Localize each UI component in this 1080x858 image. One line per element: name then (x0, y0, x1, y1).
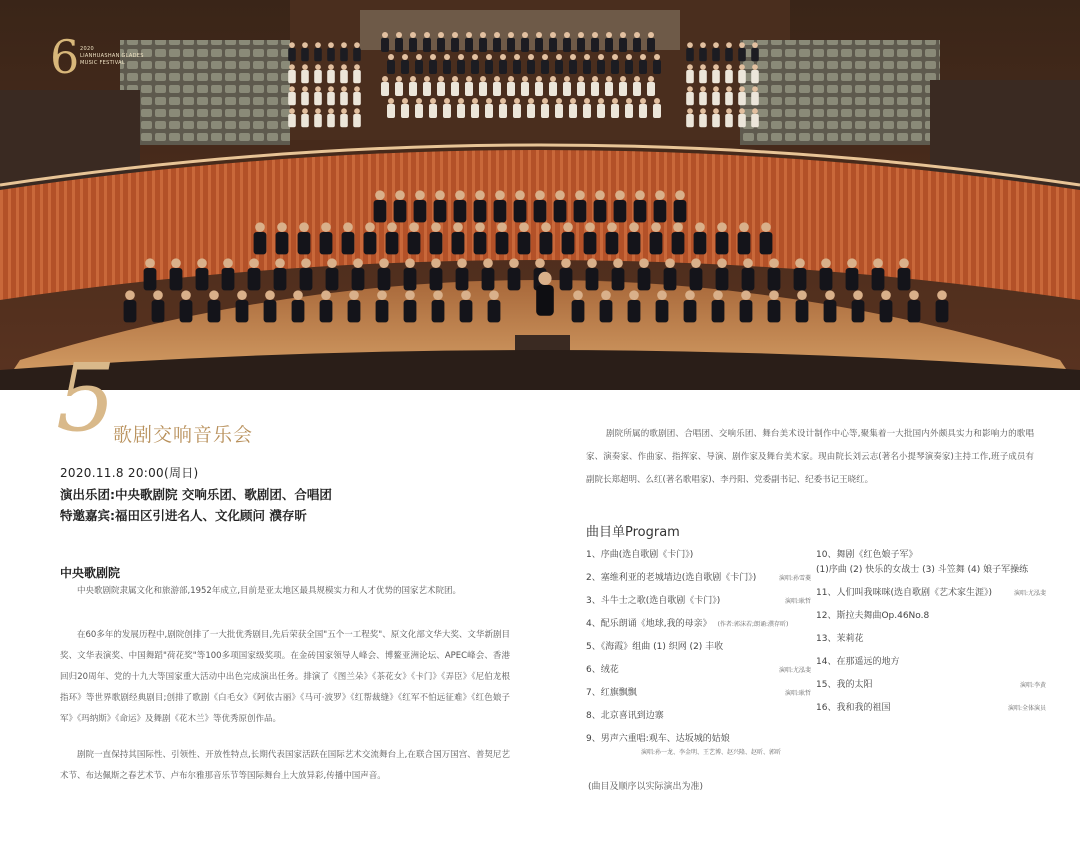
orchestra-musician (534, 190, 547, 222)
orchestra-musician (690, 258, 703, 290)
concert-title: 歌剧交响音乐会 (113, 424, 254, 446)
choir-singer (301, 108, 309, 127)
orchestra-musician (300, 258, 313, 290)
orchestra-musician (560, 258, 573, 290)
orchestra-musician (768, 258, 781, 290)
festival-logo-text (80, 46, 170, 67)
choir-singer (577, 32, 585, 52)
program-item-title: 10、舞剧《红色娘子军》 (816, 550, 918, 560)
program-item-performer: 演唱:孙雪菱 (778, 575, 811, 582)
choir-singer (686, 108, 694, 127)
orchestra-musician (404, 290, 417, 322)
orchestra-musician (124, 290, 137, 322)
orchestra-musician (434, 190, 447, 222)
choir-singer (555, 98, 563, 118)
choir-singer (725, 108, 733, 127)
choir-singer (653, 98, 661, 118)
orchestra-musician (292, 290, 305, 322)
program-item (586, 682, 811, 705)
orchestra-musician (452, 222, 465, 254)
orchestra-musician (320, 222, 333, 254)
orchestra-musician (554, 190, 567, 222)
orchestra-musician (496, 222, 509, 254)
orchestra-musician (404, 258, 417, 290)
program-item-title: 4、配乐朗诵《地球,我的母亲》 (586, 619, 712, 629)
choir-singer (493, 76, 501, 96)
choir-singer (485, 54, 493, 74)
orchestra-musician (738, 222, 751, 254)
orchestra-musician (794, 258, 807, 290)
choir-singer (699, 64, 707, 83)
choir-singer (381, 32, 389, 52)
choir-singer (725, 64, 733, 83)
choir-singer (569, 98, 577, 118)
orchestra-musician (664, 258, 677, 290)
choir-singer (340, 64, 348, 83)
orchestra-musician (514, 190, 527, 222)
choir-singer (712, 42, 720, 61)
orchestra-musician (628, 290, 641, 322)
orchestra-musician (456, 258, 469, 290)
choir-singer (288, 86, 296, 105)
choir-singer (563, 32, 571, 52)
orchestra-musician (236, 290, 249, 322)
program-item-title: 11、人们叫我咪咪(选自歌剧《艺术家生涯》) (816, 588, 992, 598)
choir-singer (499, 98, 507, 118)
choir-singer (605, 32, 613, 52)
choir-singer (471, 54, 479, 74)
concert-date: 2020.11.8 20:00(周日) (60, 466, 199, 480)
orchestra-musician (474, 190, 487, 222)
orchestra-musician (254, 222, 267, 254)
orchestra-musician (908, 290, 921, 322)
orchestra-musician (672, 222, 685, 254)
choir-singer (415, 54, 423, 74)
orchestra-musician (898, 258, 911, 290)
choir-singer (423, 76, 431, 96)
choir-singer (577, 76, 585, 96)
program-item-sub: 演唱:孙一龙、李金明、王艺博、赵兴隆、赵昕、郭昕 (641, 749, 782, 756)
program-item (816, 651, 1046, 674)
program-item (816, 582, 1046, 605)
program-item-title: 3、斗牛士之歌(选自歌剧《卡门》) (586, 596, 721, 606)
choir-singer (521, 32, 529, 52)
choir-singer (387, 54, 395, 74)
choir-singer (353, 86, 361, 105)
orchestra-musician (152, 290, 165, 322)
orchestra-musician (248, 258, 261, 290)
program-item-performer: 演唱:李黄 (1019, 682, 1046, 689)
choir-singer (619, 76, 627, 96)
orchestra-musician (208, 290, 221, 322)
festival-logo-number: 6 (50, 30, 80, 84)
concert-guest: 特邀嘉宾:福田区引进名人、文化顾问 濮存昕 (60, 508, 307, 523)
choir-singer (437, 32, 445, 52)
choir-singer (686, 42, 694, 61)
orchestra-musician (414, 190, 427, 222)
orchestra-musician (768, 290, 781, 322)
choir-singer (429, 54, 437, 74)
festival-logo (50, 30, 170, 86)
choir-singer (647, 32, 655, 52)
orchestra-musician (594, 190, 607, 222)
program-list-right (816, 544, 1046, 720)
orchestra-musician (694, 222, 707, 254)
orchestra-musician (430, 258, 443, 290)
choir-singer (301, 86, 309, 105)
orchestra-musician (378, 258, 391, 290)
program-item-performer: 演唱:尤泓斐 (778, 667, 811, 674)
orchestra-musician (540, 222, 553, 254)
choir-singer (301, 64, 309, 83)
choir-singer (639, 98, 647, 118)
orchestra-musician (454, 190, 467, 222)
choir-singer (591, 76, 599, 96)
choir-singer (314, 64, 322, 83)
choir-singer (535, 76, 543, 96)
choir-singer (479, 32, 487, 52)
choir-singer (686, 86, 694, 105)
choir-singer (751, 64, 759, 83)
orchestra-musician (674, 190, 687, 222)
choir-singer (583, 54, 591, 74)
program-item (816, 544, 1046, 582)
orchestra-musician (562, 222, 575, 254)
concert-number: 5 (56, 344, 116, 453)
orchestra-musician (494, 190, 507, 222)
choir-singer (738, 42, 746, 61)
choir-singer (288, 108, 296, 127)
conductor (536, 272, 554, 316)
choir-singer (288, 42, 296, 61)
orchestra-musician (586, 258, 599, 290)
orchestra-musician (606, 222, 619, 254)
orchestra-musician (374, 190, 387, 222)
choir-singer (327, 64, 335, 83)
orchestra-musician (684, 290, 697, 322)
program-item-performer: 演唱:耿哲 (784, 598, 811, 605)
choir-singer (493, 32, 501, 52)
choir-singer (327, 108, 335, 127)
program-item-title: 12、斯拉夫舞曲Op.46No.8 (816, 611, 930, 621)
choir-singer (725, 86, 733, 105)
choir-singer (301, 42, 309, 61)
about-paragraph-3: 剧院一直保持其国际性、引领性、开放性特点,长期代表国家活跃在国际艺术交流舞台上,在联合国万国宫、普契尼艺术节、布达佩斯之春艺术节、卢布尔雅那音乐节等国际舞台上大放异彩,传播中国声音。 (60, 750, 510, 781)
program-item (586, 705, 811, 728)
choir-singer (451, 32, 459, 52)
orchestra-musician (508, 258, 521, 290)
about-intro: 剧院所属的歌剧团、合唱团、交响乐团、舞台美术设计制作中心等,聚集着一大批国内外颇具实力和影响力的歌唱家、演奏家、作曲家、指挥家、导演、剧作家及舞台美术家。现由院长刘云志(著名小提琴演奏家)主持工作,班子成员有副院长郑超明、么红(著名歌唱家)、李丹阳、党委副书记、纪委书记王晓红。 (586, 429, 1034, 485)
orchestra-musician (760, 222, 773, 254)
orchestra-musician (222, 258, 235, 290)
orchestra-musician (638, 258, 651, 290)
orchestra-musician (320, 290, 333, 322)
choir-singer (549, 76, 557, 96)
choir-singer (583, 98, 591, 118)
choir-singer (535, 32, 543, 52)
program-footnote: (曲目及顺序以实际演出为准) (588, 782, 704, 792)
choir-singer (381, 76, 389, 96)
program-item-title: 6、绒花 (586, 665, 619, 675)
choir-singer (625, 54, 633, 74)
orchestra-musician (460, 290, 473, 322)
orchestra-musician (276, 222, 289, 254)
choir-singer (699, 86, 707, 105)
choir-singer (409, 76, 417, 96)
orchestra-musician (180, 290, 193, 322)
program-item (586, 659, 811, 682)
program-item-performer: 演唱:全体演员 (1007, 705, 1046, 712)
choir-singer (507, 76, 515, 96)
orchestra-musician (342, 222, 355, 254)
choir-singer (527, 98, 535, 118)
orchestra-musician (716, 258, 729, 290)
program-list-left (586, 544, 811, 762)
program-item-title: 5、《海霞》组曲 (1) 织网 (2) 丰收 (586, 642, 724, 652)
program-heading: 曲目单Program (586, 525, 680, 540)
program-item (586, 567, 811, 590)
choir-singer (353, 64, 361, 83)
choir-singer (725, 42, 733, 61)
choir-singer (712, 86, 720, 105)
program-item (586, 613, 811, 636)
orchestra-musician (740, 290, 753, 322)
orchestra-musician (572, 290, 585, 322)
orchestra-musician (326, 258, 339, 290)
orchestra-musician (654, 190, 667, 222)
choir-singer (738, 108, 746, 127)
orchestra-musician (394, 190, 407, 222)
choir-singer (569, 54, 577, 74)
choir-singer (738, 86, 746, 105)
festival-logo-year: 2020 (80, 46, 94, 52)
festival-logo-name: LIANHUASHAN GLADES (80, 53, 144, 59)
choir-singer (527, 54, 535, 74)
program-item-title: 16、我和我的祖国 (816, 703, 891, 713)
orchestra-musician (348, 290, 361, 322)
orchestra-musician (614, 190, 627, 222)
choir-singer (314, 86, 322, 105)
orchestra-musician (742, 258, 755, 290)
orchestra-musician (298, 222, 311, 254)
orchestra-musician (628, 222, 641, 254)
concert-hall-photo (0, 0, 1080, 390)
choir-singer (353, 108, 361, 127)
program-item-title: 2、塞维利亚的老城墙边(选自歌剧《卡门》) (586, 573, 757, 583)
orchestra-musician (376, 290, 389, 322)
concert-info (60, 463, 560, 526)
orchestra-musician (474, 222, 487, 254)
program-item-title: 9、男声六重唱:观车、达坂城的姑娘 (586, 734, 730, 744)
orchestra-musician (518, 222, 531, 254)
choir-singer (423, 32, 431, 52)
choir-singer (401, 54, 409, 74)
about-paragraph-1: 中央歌剧院隶属文化和旅游部,1952年成立,目前是亚太地区最具规模实力和人才优势的国家艺术院团。 (77, 586, 462, 596)
about-heading: 中央歌剧院 (60, 566, 121, 580)
choir-singer (541, 54, 549, 74)
orchestra-musician (196, 258, 209, 290)
orchestra-musician (656, 290, 669, 322)
orchestra-musician (796, 290, 809, 322)
choir-singer (751, 42, 759, 61)
choir-singer (751, 108, 759, 127)
orchestra-musician (936, 290, 949, 322)
choir-singer (415, 98, 423, 118)
choir-singer (605, 76, 613, 96)
choir-singer (437, 76, 445, 96)
program-item-note: (作者:郭沫若;朗诵:濮存昕) (717, 621, 789, 628)
choir-singer (633, 76, 641, 96)
orchestra-musician (650, 222, 663, 254)
program-item-performer: 演唱:耿哲 (784, 690, 811, 697)
choir-singer (314, 108, 322, 127)
choir-singer (340, 108, 348, 127)
choir-singer (513, 98, 521, 118)
choir-singer (521, 76, 529, 96)
program-item-title: 8、北京喜讯到边寨 (586, 711, 664, 721)
program-item-sub: (1)序曲 (2) 快乐的女战士 (3) 斗笠舞 (4) 娘子军操练 (816, 565, 1029, 575)
choir-singer (387, 98, 395, 118)
orchestra-musician (600, 290, 613, 322)
choir-singer (549, 32, 557, 52)
choir-singer (619, 32, 627, 52)
orchestra-musician (712, 290, 725, 322)
program-item (586, 636, 811, 659)
program-item (816, 628, 1046, 651)
orchestra-musician (612, 258, 625, 290)
choir-singer (314, 42, 322, 61)
festival-logo-sub: MUSIC FESTIVAL (80, 60, 125, 66)
choir-singer (443, 54, 451, 74)
orchestra-musician (634, 190, 647, 222)
choir-singer (288, 64, 296, 83)
choir-singer (555, 54, 563, 74)
choir-singer (353, 42, 361, 61)
choir-singer (507, 32, 515, 52)
choir-singer (653, 54, 661, 74)
orchestra-musician (264, 290, 277, 322)
choir-singer (639, 54, 647, 74)
orchestra-musician (274, 258, 287, 290)
choir-singer (395, 76, 403, 96)
program-item-title: 13、茉莉花 (816, 634, 864, 644)
orchestra-musician (364, 222, 377, 254)
program-item (816, 605, 1046, 628)
program-item (816, 674, 1046, 697)
choir-singer (471, 98, 479, 118)
choir-singer (633, 32, 641, 52)
choir-singer (563, 76, 571, 96)
choir-singer (699, 42, 707, 61)
orchestra-musician (488, 290, 501, 322)
orchestra-musician (824, 290, 837, 322)
choir-singer (465, 32, 473, 52)
orchestra-musician (386, 222, 399, 254)
choir-singer (485, 98, 493, 118)
program-item-title: 15、我的太阳 (816, 680, 873, 690)
choir-singer (327, 86, 335, 105)
choir-singer (591, 32, 599, 52)
orchestra-musician (352, 258, 365, 290)
choir-singer (513, 54, 521, 74)
choir-singer (340, 42, 348, 61)
choir-singer (429, 98, 437, 118)
choir-singer (738, 64, 746, 83)
choir-singer (751, 86, 759, 105)
concert-performers: 演出乐团:中央歌剧院 交响乐团、歌剧团、合唱团 (60, 487, 332, 502)
choir-singer (597, 54, 605, 74)
choir-singer (327, 42, 335, 61)
choir-singer (686, 64, 694, 83)
choir-singer (541, 98, 549, 118)
choir-singer (457, 54, 465, 74)
program-item (586, 544, 811, 567)
program-item-title: 7、红旗飘飘 (586, 688, 637, 698)
choir-singer (451, 76, 459, 96)
program-item-title: 1、序曲(选自歌剧《卡门》) (586, 550, 694, 560)
orchestra-musician (432, 290, 445, 322)
choir-singer (499, 54, 507, 74)
choir-singer (699, 108, 707, 127)
orchestra-musician (482, 258, 495, 290)
choir-singer (465, 76, 473, 96)
choir-singer (457, 98, 465, 118)
orchestra-musician (846, 258, 859, 290)
choir-singer (611, 98, 619, 118)
orchestra-musician (880, 290, 893, 322)
orchestra-musician (584, 222, 597, 254)
choir-singer (409, 32, 417, 52)
about-paragraph-2: 在60多年的发展历程中,剧院创排了一大批优秀剧目,先后荣获全国"五个一工程奖"、原文化部文华大奖、文华新剧目奖、文华表演奖、中国舞蹈"荷花奖"等100多项国家级奖项。在金砖国家领导人峰会、博鳌亚洲论坛、APEC峰会、香港回归20周年、党的十九大等国家重大活动中出色完成演出任务。排演了《图兰朵》《茶花女》《卡门》《弄臣》《尼伯龙根指环》等世界歌剧经典剧目;创排了歌剧《白毛女》《阿依古丽》《马可·波罗》《红帮裁缝》《红军不怕远征难》《红色娘子军》《玛纳斯》《命运》及舞剧《花木兰》等优秀原创作品。 (60, 630, 510, 724)
program-item (816, 697, 1046, 720)
program-item-title: 14、在那遥远的地方 (816, 657, 900, 667)
orchestra-musician (144, 258, 157, 290)
choir-singer (647, 76, 655, 96)
orchestra-musician (820, 258, 833, 290)
choir-singer (625, 98, 633, 118)
program-item-performer: 演唱:尤泓斐 (1013, 590, 1046, 597)
orchestra-musician (716, 222, 729, 254)
program-item (586, 590, 811, 613)
choir-singer (597, 98, 605, 118)
choir-singer (479, 76, 487, 96)
orchestra-musician (408, 222, 421, 254)
choir-singer (340, 86, 348, 105)
choir-singer (611, 54, 619, 74)
orchestra-musician (430, 222, 443, 254)
orchestra-musician (872, 258, 885, 290)
program-item (586, 728, 811, 762)
orchestra-musician (170, 258, 183, 290)
choir-singer (443, 98, 451, 118)
choir-singer (712, 108, 720, 127)
orchestra-musician (574, 190, 587, 222)
choir-singer (395, 32, 403, 52)
choir-singer (712, 64, 720, 83)
choir-singer (401, 98, 409, 118)
orchestra-musician (852, 290, 865, 322)
